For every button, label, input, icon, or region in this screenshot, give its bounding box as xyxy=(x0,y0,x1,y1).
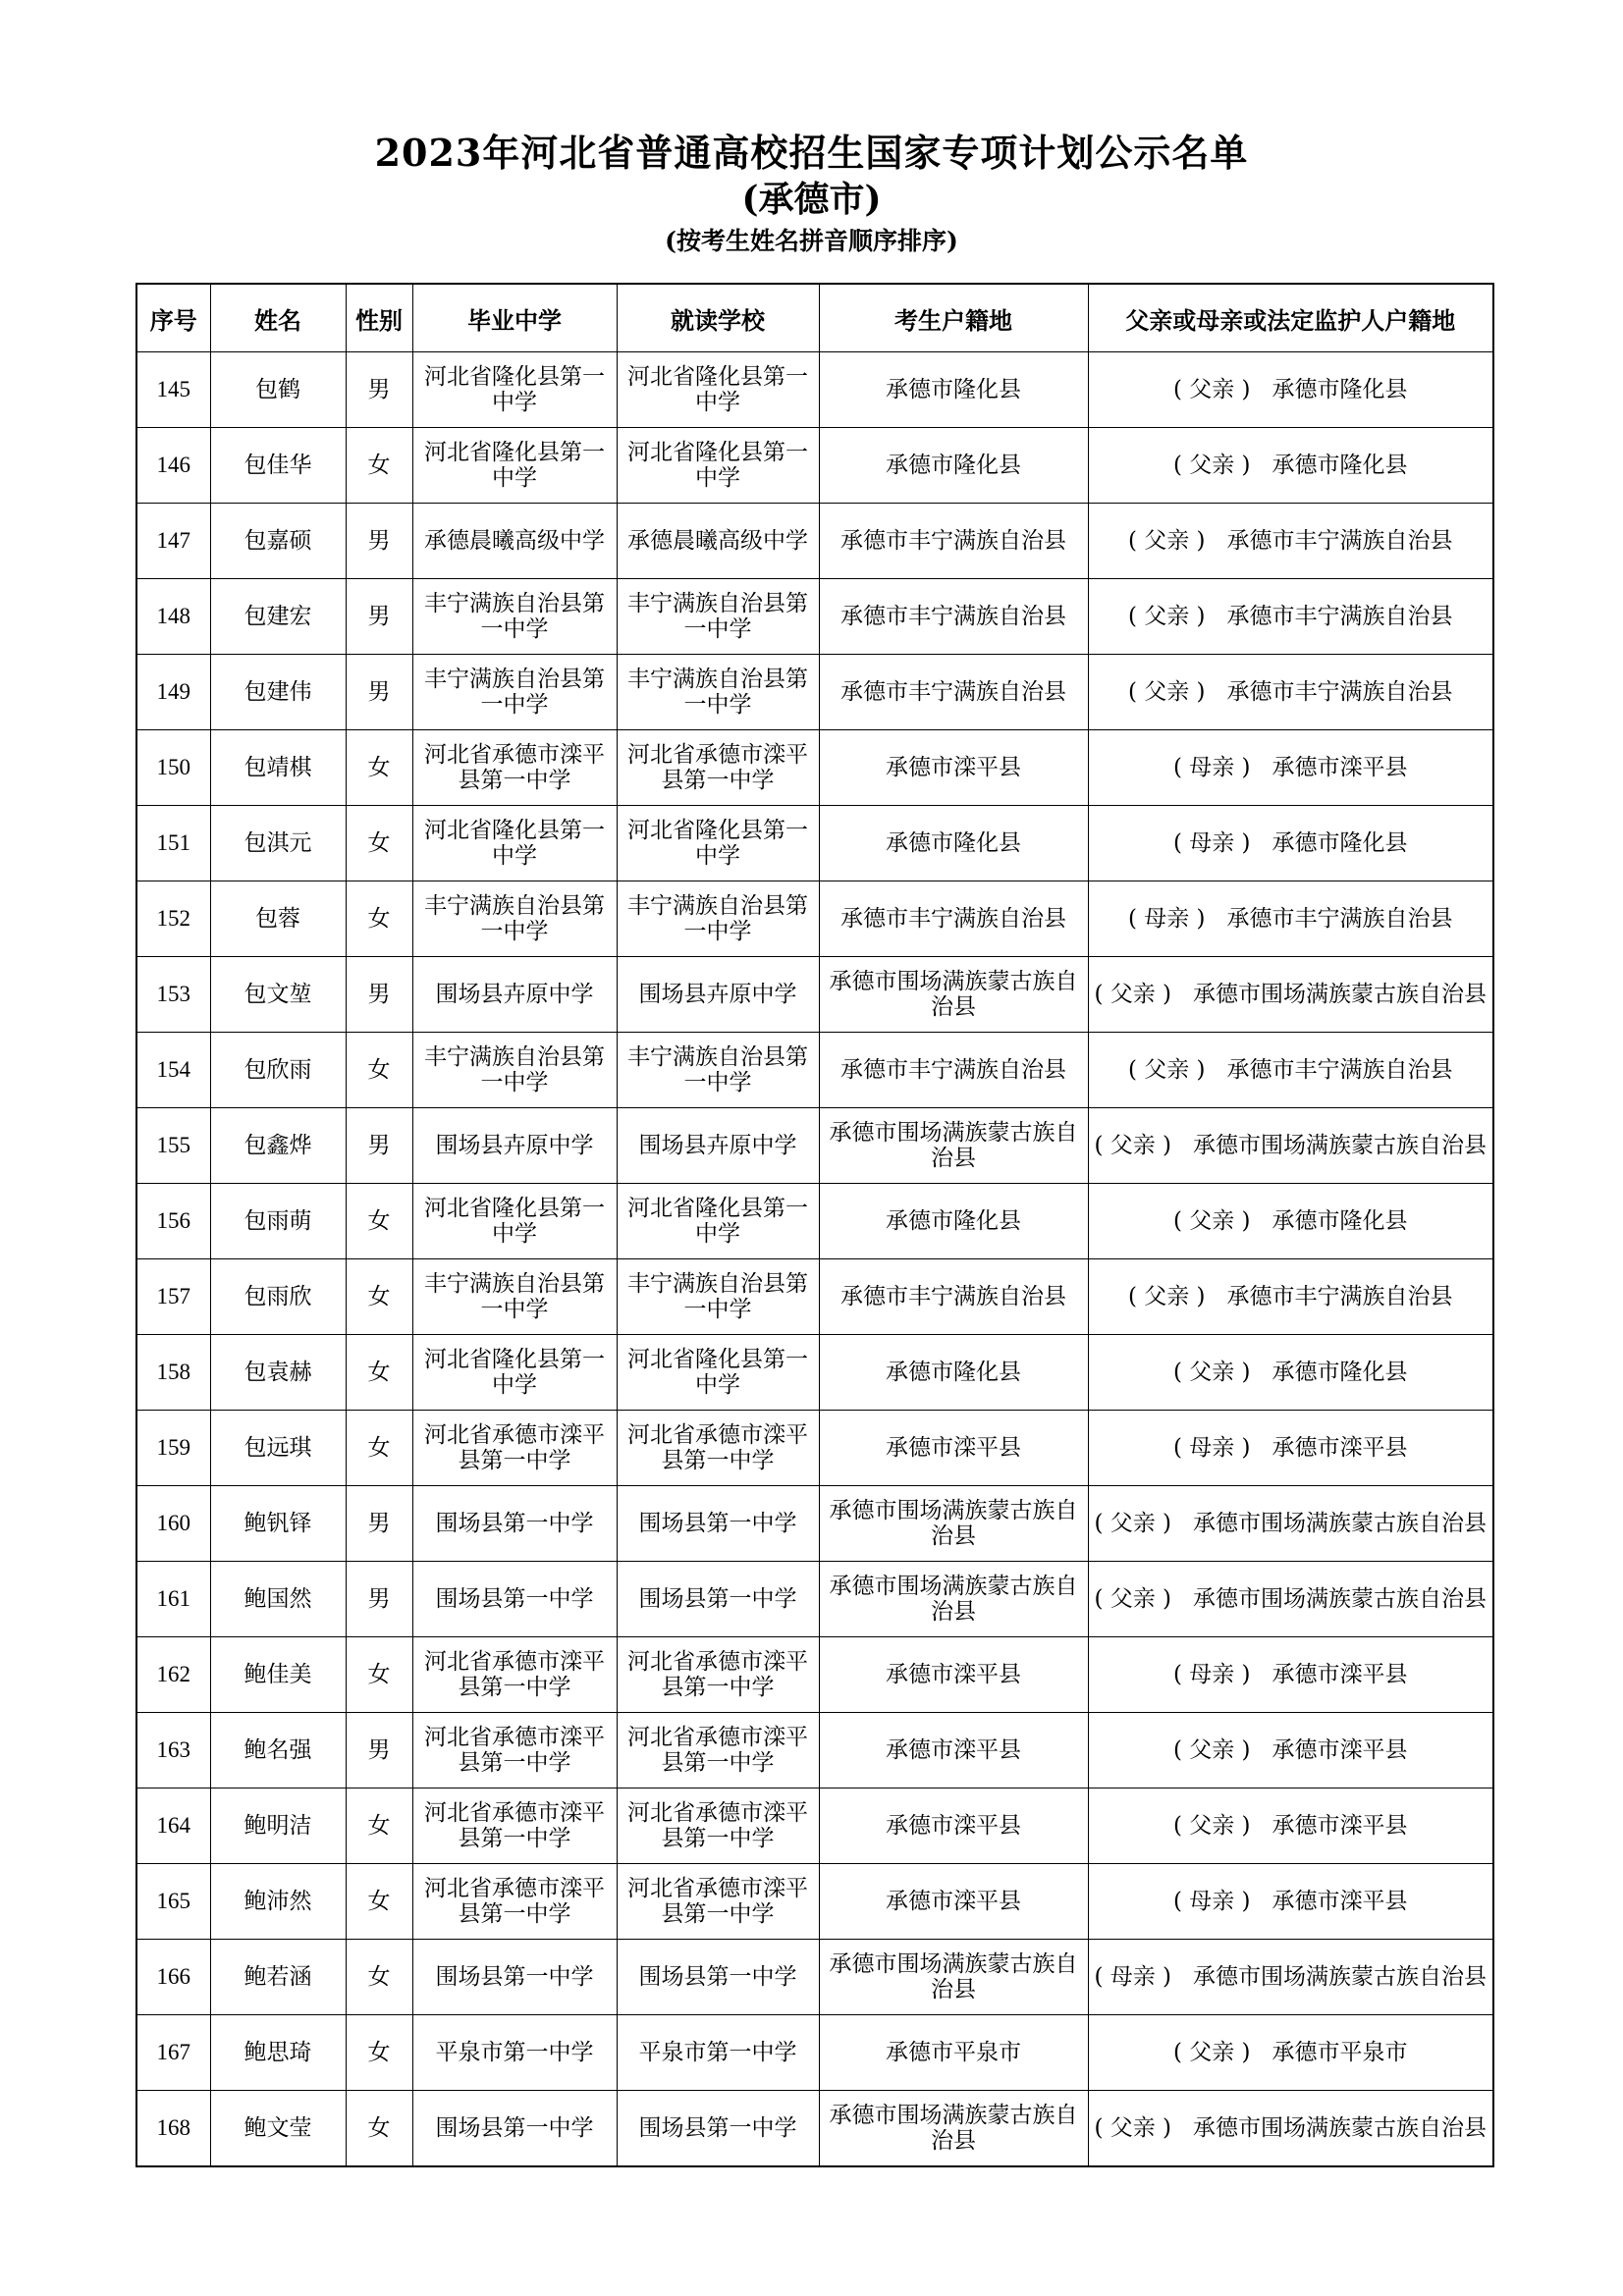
cell-grad-school: 丰宁满族自治县第一中学 xyxy=(412,1259,617,1335)
guardian-residence-value: 承德市丰宁满族自治县 xyxy=(1226,604,1453,629)
cell-seq: 146 xyxy=(136,428,210,504)
column-header-residence: 考生户籍地 xyxy=(819,284,1088,352)
cell-gender: 女 xyxy=(346,730,412,806)
cell-current-school: 丰宁满族自治县第一中学 xyxy=(617,881,819,957)
cell-current-school: 河北省承德市滦平县第一中学 xyxy=(617,1713,819,1789)
guardian-residence-value: 承德市围场满族蒙古族自治县 xyxy=(1193,1511,1488,1536)
cell-gender: 女 xyxy=(346,1940,412,2015)
guardian-residence-value: 承德市围场满族蒙古族自治县 xyxy=(1193,1964,1488,1990)
cell-seq: 162 xyxy=(136,1637,210,1713)
cell-grad-school: 河北省承德市滦平县第一中学 xyxy=(412,1411,617,1486)
cell-guardian-residence xyxy=(1088,1940,1493,2015)
column-header-guardian-residence: 父亲或母亲或法定监护人户籍地 xyxy=(1088,284,1493,352)
cell-gender: 男 xyxy=(346,579,412,655)
column-header-gender: 性别 xyxy=(346,284,412,352)
guardian-relation: ( 父亲 ) xyxy=(1127,528,1206,554)
table-row xyxy=(136,1713,1493,1789)
cell-name: 鲍文莹 xyxy=(210,2091,346,2167)
cell-guardian-residence xyxy=(1088,1033,1493,1108)
cell-grad-school: 围场县第一中学 xyxy=(412,1486,617,1562)
cell-guardian-residence xyxy=(1088,1864,1493,1940)
table-row xyxy=(136,2015,1493,2091)
cell-grad-school: 丰宁满族自治县第一中学 xyxy=(412,881,617,957)
cell-grad-school: 围场县卉原中学 xyxy=(412,1108,617,1184)
table-header-row xyxy=(136,284,1493,352)
table-row xyxy=(136,957,1493,1033)
cell-gender: 女 xyxy=(346,1411,412,1486)
table-row xyxy=(136,1486,1493,1562)
cell-gender: 女 xyxy=(346,1033,412,1108)
guardian-relation: ( 母亲 ) xyxy=(1127,906,1206,932)
cell-current-school: 丰宁满族自治县第一中学 xyxy=(617,655,819,730)
cell-guardian-residence xyxy=(1088,2091,1493,2167)
cell-gender: 女 xyxy=(346,428,412,504)
cell-seq: 150 xyxy=(136,730,210,806)
cell-gender: 男 xyxy=(346,1486,412,1562)
cell-current-school: 河北省隆化县第一中学 xyxy=(617,352,819,428)
cell-residence: 承德市围场满族蒙古族自治县 xyxy=(819,1562,1088,1637)
cell-name: 包远琪 xyxy=(210,1411,346,1486)
cell-residence: 承德市丰宁满族自治县 xyxy=(819,579,1088,655)
cell-grad-school: 平泉市第一中学 xyxy=(412,2015,617,2091)
cell-name: 包建伟 xyxy=(210,655,346,730)
guardian-relation: ( 父亲 ) xyxy=(1094,1586,1172,1612)
cell-grad-school: 围场县第一中学 xyxy=(412,1562,617,1637)
cell-guardian-residence xyxy=(1088,1259,1493,1335)
cell-current-school: 河北省隆化县第一中学 xyxy=(617,806,819,881)
guardian-residence-value: 承德市丰宁满族自治县 xyxy=(1226,906,1453,932)
column-header-seq: 序号 xyxy=(136,284,210,352)
cell-guardian-residence xyxy=(1088,1789,1493,1864)
guardian-relation: ( 母亲 ) xyxy=(1172,1889,1251,1914)
cell-current-school: 围场县第一中学 xyxy=(617,1486,819,1562)
guardian-relation: ( 父亲 ) xyxy=(1127,604,1206,629)
cell-current-school: 承德晨曦高级中学 xyxy=(617,504,819,579)
cell-guardian-residence xyxy=(1088,1562,1493,1637)
guardian-residence-value: 承德市围场满族蒙古族自治县 xyxy=(1193,2115,1488,2141)
guardian-residence-value: 承德市丰宁满族自治县 xyxy=(1226,1284,1453,1309)
guardian-relation: ( 父亲 ) xyxy=(1127,1284,1206,1309)
cell-grad-school: 河北省隆化县第一中学 xyxy=(412,352,617,428)
cell-current-school: 河北省承德市滦平县第一中学 xyxy=(617,1789,819,1864)
cell-current-school: 河北省承德市滦平县第一中学 xyxy=(617,1864,819,1940)
cell-current-school: 丰宁满族自治县第一中学 xyxy=(617,1259,819,1335)
cell-current-school: 围场县第一中学 xyxy=(617,2091,819,2167)
cell-grad-school: 河北省隆化县第一中学 xyxy=(412,1184,617,1259)
table-row xyxy=(136,352,1493,428)
table-row xyxy=(136,1940,1493,2015)
cell-gender: 女 xyxy=(346,2015,412,2091)
guardian-relation: ( 母亲 ) xyxy=(1094,1964,1172,1990)
table-row xyxy=(136,1033,1493,1108)
table-row xyxy=(136,730,1493,806)
cell-residence: 承德市隆化县 xyxy=(819,352,1088,428)
guardian-relation: ( 父亲 ) xyxy=(1172,1813,1251,1839)
cell-seq: 159 xyxy=(136,1411,210,1486)
cell-guardian-residence xyxy=(1088,504,1493,579)
cell-residence: 承德市滦平县 xyxy=(819,1637,1088,1713)
cell-gender: 女 xyxy=(346,881,412,957)
cell-grad-school: 丰宁满族自治县第一中学 xyxy=(412,655,617,730)
guardian-residence-value: 承德市平泉市 xyxy=(1271,2040,1408,2065)
guardian-relation: ( 父亲 ) xyxy=(1094,1133,1172,1158)
guardian-relation: ( 母亲 ) xyxy=(1172,1662,1251,1687)
cell-grad-school: 围场县第一中学 xyxy=(412,1940,617,2015)
table-row xyxy=(136,428,1493,504)
table-row xyxy=(136,1562,1493,1637)
cell-residence: 承德市隆化县 xyxy=(819,1184,1088,1259)
guardian-residence-value: 承德市滦平县 xyxy=(1271,1737,1408,1763)
cell-residence: 承德市滦平县 xyxy=(819,1411,1088,1486)
guardian-relation: ( 母亲 ) xyxy=(1172,1435,1251,1461)
guardian-residence-value: 承德市隆化县 xyxy=(1271,1208,1408,1234)
cell-name: 鲍思琦 xyxy=(210,2015,346,2091)
cell-gender: 男 xyxy=(346,504,412,579)
cell-seq: 167 xyxy=(136,2015,210,2091)
cell-name: 包淇元 xyxy=(210,806,346,881)
cell-current-school: 河北省隆化县第一中学 xyxy=(617,1335,819,1411)
column-header-name: 姓名 xyxy=(210,284,346,352)
cell-residence: 承德市隆化县 xyxy=(819,806,1088,881)
cell-current-school: 围场县卉原中学 xyxy=(617,1108,819,1184)
guardian-residence-value: 承德市隆化县 xyxy=(1271,377,1408,402)
guardian-relation: ( 父亲 ) xyxy=(1094,2115,1172,2141)
cell-residence: 承德市围场满族蒙古族自治县 xyxy=(819,1486,1088,1562)
cell-residence: 承德市丰宁满族自治县 xyxy=(819,655,1088,730)
cell-gender: 男 xyxy=(346,655,412,730)
guardian-relation: ( 父亲 ) xyxy=(1127,679,1206,705)
guardian-residence-value: 承德市滦平县 xyxy=(1271,1889,1408,1914)
cell-seq: 147 xyxy=(136,504,210,579)
cell-residence: 承德市隆化县 xyxy=(819,428,1088,504)
table-row xyxy=(136,1864,1493,1940)
table-row xyxy=(136,806,1493,881)
guardian-residence-value: 承德市隆化县 xyxy=(1271,830,1408,856)
cell-current-school: 围场县第一中学 xyxy=(617,1940,819,2015)
cell-seq: 160 xyxy=(136,1486,210,1562)
cell-guardian-residence xyxy=(1088,1184,1493,1259)
cell-grad-school: 河北省承德市滦平县第一中学 xyxy=(412,1864,617,1940)
cell-guardian-residence xyxy=(1088,957,1493,1033)
cell-name: 鲍佳美 xyxy=(210,1637,346,1713)
cell-seq: 153 xyxy=(136,957,210,1033)
cell-name: 包雨欣 xyxy=(210,1259,346,1335)
cell-name: 包袁赫 xyxy=(210,1335,346,1411)
cell-residence: 承德市围场满族蒙古族自治县 xyxy=(819,2091,1088,2167)
guardian-residence-value: 承德市隆化县 xyxy=(1271,1360,1408,1385)
cell-name: 包蓉 xyxy=(210,881,346,957)
cell-gender: 男 xyxy=(346,1713,412,1789)
cell-grad-school: 河北省隆化县第一中学 xyxy=(412,428,617,504)
column-header-current-school: 就读学校 xyxy=(617,284,819,352)
cell-name: 鲍名强 xyxy=(210,1713,346,1789)
cell-grad-school: 河北省隆化县第一中学 xyxy=(412,1335,617,1411)
cell-guardian-residence xyxy=(1088,2015,1493,2091)
sort-note: (按考生姓名拼音顺序排序) xyxy=(665,227,958,255)
guardian-residence-value: 承德市丰宁满族自治县 xyxy=(1226,528,1453,554)
guardian-relation: ( 母亲 ) xyxy=(1172,755,1251,780)
cell-residence: 承德市丰宁满族自治县 xyxy=(819,1033,1088,1108)
cell-seq: 156 xyxy=(136,1184,210,1259)
cell-name: 鲍钒铎 xyxy=(210,1486,346,1562)
cell-seq: 157 xyxy=(136,1259,210,1335)
cell-current-school: 河北省隆化县第一中学 xyxy=(617,1184,819,1259)
guardian-residence-value: 承德市滦平县 xyxy=(1271,1813,1408,1839)
cell-residence: 承德市围场满族蒙古族自治县 xyxy=(819,957,1088,1033)
cell-seq: 166 xyxy=(136,1940,210,2015)
cell-residence: 承德市围场满族蒙古族自治县 xyxy=(819,1940,1088,2015)
cell-name: 包鑫烨 xyxy=(210,1108,346,1184)
cell-grad-school: 河北省承德市滦平县第一中学 xyxy=(412,1637,617,1713)
cell-guardian-residence xyxy=(1088,1411,1493,1486)
guardian-relation: ( 父亲 ) xyxy=(1172,377,1251,402)
cell-current-school: 河北省承德市滦平县第一中学 xyxy=(617,730,819,806)
guardian-residence-value: 承德市围场满族蒙古族自治县 xyxy=(1193,1133,1488,1158)
cell-gender: 男 xyxy=(346,1562,412,1637)
guardian-residence-value: 承德市滦平县 xyxy=(1271,1435,1408,1461)
guardian-relation: ( 父亲 ) xyxy=(1172,453,1251,478)
cell-name: 包欣雨 xyxy=(210,1033,346,1108)
cell-seq: 152 xyxy=(136,881,210,957)
cell-seq: 155 xyxy=(136,1108,210,1184)
cell-current-school: 河北省承德市滦平县第一中学 xyxy=(617,1411,819,1486)
cell-guardian-residence xyxy=(1088,352,1493,428)
cell-gender: 女 xyxy=(346,1184,412,1259)
guardian-relation: ( 父亲 ) xyxy=(1172,1208,1251,1234)
cell-gender: 女 xyxy=(346,2091,412,2167)
column-header-grad-school: 毕业中学 xyxy=(412,284,617,352)
cell-name: 包佳华 xyxy=(210,428,346,504)
cell-gender: 男 xyxy=(346,352,412,428)
cell-seq: 149 xyxy=(136,655,210,730)
cell-grad-school: 丰宁满族自治县第一中学 xyxy=(412,1033,617,1108)
cell-guardian-residence xyxy=(1088,428,1493,504)
cell-residence: 承德市丰宁满族自治县 xyxy=(819,881,1088,957)
cell-guardian-residence xyxy=(1088,1713,1493,1789)
cell-name: 鲍若涵 xyxy=(210,1940,346,2015)
guardian-relation: ( 父亲 ) xyxy=(1172,1360,1251,1385)
cell-residence: 承德市围场满族蒙古族自治县 xyxy=(819,1108,1088,1184)
table-row xyxy=(136,1108,1493,1184)
table-row xyxy=(136,1184,1493,1259)
cell-grad-school: 围场县第一中学 xyxy=(412,2091,617,2167)
cell-gender: 女 xyxy=(346,806,412,881)
document-title: 2023年河北省普通高校招生国家专项计划公示名单 xyxy=(374,131,1249,175)
cell-grad-school: 河北省承德市滦平县第一中学 xyxy=(412,1789,617,1864)
table-row xyxy=(136,579,1493,655)
cell-grad-school: 围场县卉原中学 xyxy=(412,957,617,1033)
table-row xyxy=(136,1789,1493,1864)
cell-guardian-residence xyxy=(1088,579,1493,655)
cell-name: 鲍国然 xyxy=(210,1562,346,1637)
table-row xyxy=(136,1335,1493,1411)
guardian-residence-value: 承德市围场满族蒙古族自治县 xyxy=(1193,1586,1488,1612)
cell-seq: 148 xyxy=(136,579,210,655)
table-row xyxy=(136,1259,1493,1335)
cell-name: 包文堃 xyxy=(210,957,346,1033)
cell-seq: 163 xyxy=(136,1713,210,1789)
cell-residence: 承德市滦平县 xyxy=(819,730,1088,806)
cell-grad-school: 承德晨曦高级中学 xyxy=(412,504,617,579)
cell-current-school: 河北省承德市滦平县第一中学 xyxy=(617,1637,819,1713)
guardian-residence-value: 承德市围场满族蒙古族自治县 xyxy=(1193,982,1488,1007)
table-body xyxy=(136,352,1493,2167)
cell-current-school: 围场县第一中学 xyxy=(617,1562,819,1637)
cell-residence: 承德市滦平县 xyxy=(819,1789,1088,1864)
document-header xyxy=(0,130,1623,259)
cell-name: 包靖棋 xyxy=(210,730,346,806)
guardian-residence-value: 承德市丰宁满族自治县 xyxy=(1226,1057,1453,1083)
cell-guardian-residence xyxy=(1088,655,1493,730)
cell-gender: 男 xyxy=(346,1108,412,1184)
cell-guardian-residence xyxy=(1088,1637,1493,1713)
cell-residence: 承德市丰宁满族自治县 xyxy=(819,504,1088,579)
cell-gender: 女 xyxy=(346,1637,412,1713)
guardian-relation: ( 父亲 ) xyxy=(1127,1057,1206,1083)
cell-gender: 女 xyxy=(346,1259,412,1335)
cell-guardian-residence xyxy=(1088,881,1493,957)
cell-residence: 承德市隆化县 xyxy=(819,1335,1088,1411)
cell-guardian-residence xyxy=(1088,1108,1493,1184)
guardian-relation: ( 父亲 ) xyxy=(1094,1511,1172,1536)
cell-name: 包嘉硕 xyxy=(210,504,346,579)
cell-grad-school: 河北省隆化县第一中学 xyxy=(412,806,617,881)
cell-guardian-residence xyxy=(1088,806,1493,881)
cell-grad-school: 河北省承德市滦平县第一中学 xyxy=(412,1713,617,1789)
cell-grad-school: 河北省承德市滦平县第一中学 xyxy=(412,730,617,806)
guardian-residence-value: 承德市丰宁满族自治县 xyxy=(1226,679,1453,705)
table-row xyxy=(136,1637,1493,1713)
cell-gender: 女 xyxy=(346,1789,412,1864)
table-row xyxy=(136,2091,1493,2167)
table-row xyxy=(136,504,1493,579)
cell-seq: 168 xyxy=(136,2091,210,2167)
cell-seq: 145 xyxy=(136,352,210,428)
cell-name: 鲍明洁 xyxy=(210,1789,346,1864)
guardian-relation: ( 父亲 ) xyxy=(1094,982,1172,1007)
cell-seq: 151 xyxy=(136,806,210,881)
roster-table xyxy=(135,283,1494,2167)
cell-residence: 承德市滦平县 xyxy=(819,1713,1088,1789)
cell-current-school: 围场县卉原中学 xyxy=(617,957,819,1033)
cell-gender: 女 xyxy=(346,1864,412,1940)
cell-seq: 164 xyxy=(136,1789,210,1864)
cell-seq: 158 xyxy=(136,1335,210,1411)
cell-grad-school: 丰宁满族自治县第一中学 xyxy=(412,579,617,655)
cell-residence: 承德市滦平县 xyxy=(819,1864,1088,1940)
cell-seq: 154 xyxy=(136,1033,210,1108)
cell-name: 鲍沛然 xyxy=(210,1864,346,1940)
cell-residence: 承德市平泉市 xyxy=(819,2015,1088,2091)
cell-gender: 女 xyxy=(346,1335,412,1411)
table-row xyxy=(136,655,1493,730)
cell-current-school: 丰宁满族自治县第一中学 xyxy=(617,579,819,655)
table-row xyxy=(136,1411,1493,1486)
table-row xyxy=(136,881,1493,957)
cell-gender: 男 xyxy=(346,957,412,1033)
cell-seq: 161 xyxy=(136,1562,210,1637)
cell-guardian-residence xyxy=(1088,1486,1493,1562)
guardian-residence-value: 承德市滦平县 xyxy=(1271,755,1408,780)
guardian-relation: ( 父亲 ) xyxy=(1172,2040,1251,2065)
guardian-residence-value: 承德市滦平县 xyxy=(1271,1662,1408,1687)
cell-name: 包鹤 xyxy=(210,352,346,428)
cell-residence: 承德市丰宁满族自治县 xyxy=(819,1259,1088,1335)
cell-current-school: 丰宁满族自治县第一中学 xyxy=(617,1033,819,1108)
guardian-residence-value: 承德市隆化县 xyxy=(1271,453,1408,478)
cell-name: 包雨萌 xyxy=(210,1184,346,1259)
cell-current-school: 河北省隆化县第一中学 xyxy=(617,428,819,504)
cell-name: 包建宏 xyxy=(210,579,346,655)
guardian-relation: ( 父亲 ) xyxy=(1172,1737,1251,1763)
cell-guardian-residence xyxy=(1088,1335,1493,1411)
cell-seq: 165 xyxy=(136,1864,210,1940)
guardian-relation: ( 母亲 ) xyxy=(1172,830,1251,856)
document-subtitle: (承德市) xyxy=(741,179,882,220)
cell-current-school: 平泉市第一中学 xyxy=(617,2015,819,2091)
cell-guardian-residence xyxy=(1088,730,1493,806)
